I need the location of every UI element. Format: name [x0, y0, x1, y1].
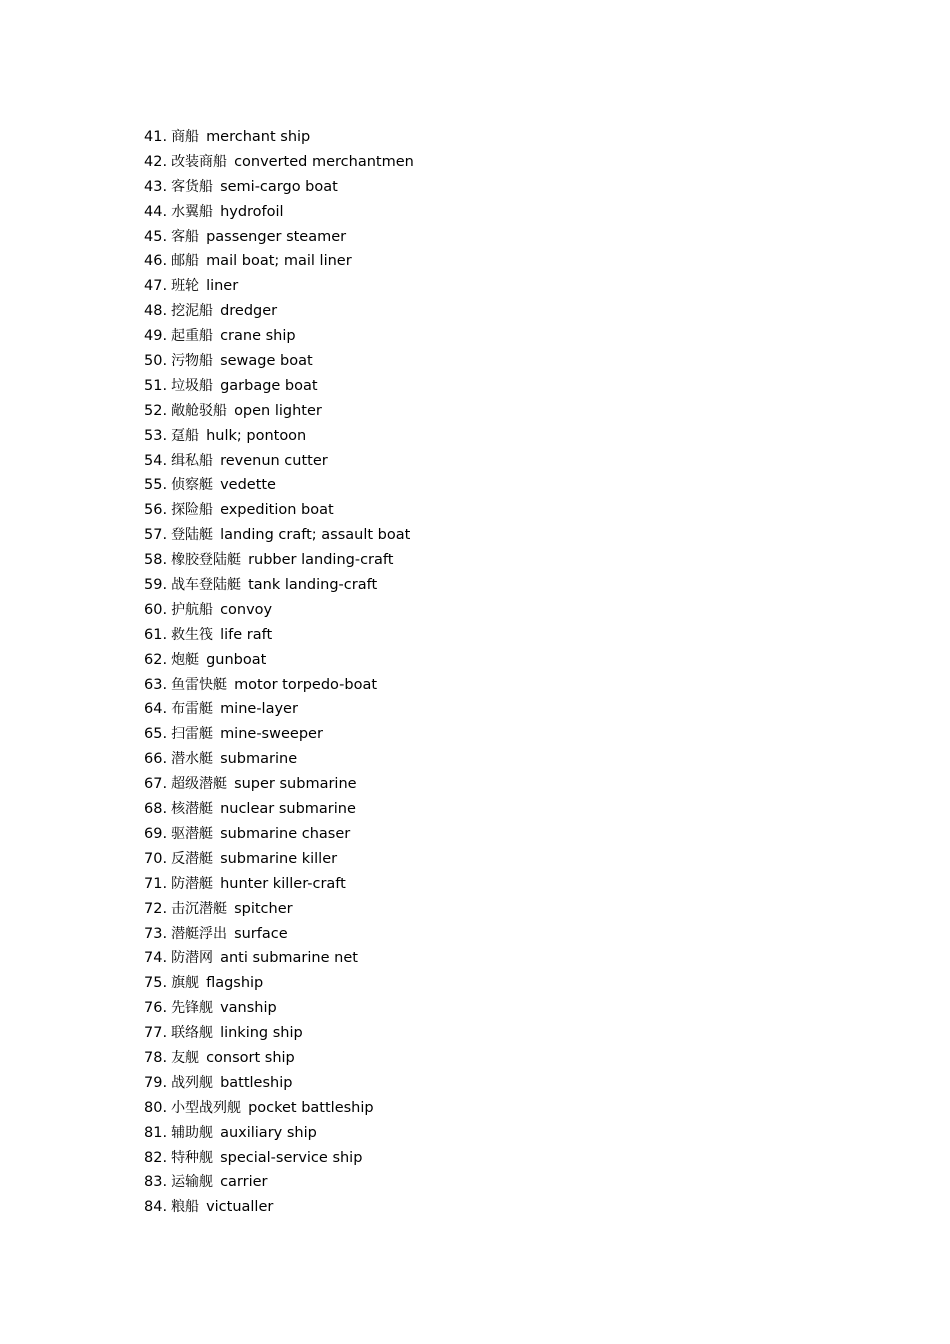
entry-number: 58. — [144, 552, 168, 569]
entry-chinese-term: 战车登陆艇 — [171, 577, 242, 594]
entry-chinese-term: 救生筏 — [171, 626, 214, 643]
list-item — [144, 175, 414, 200]
entry-chinese-term: 护航船 — [171, 601, 214, 618]
entry-english-term: spitcher — [234, 900, 293, 917]
entry-english-term: hulk; pontoon — [206, 427, 307, 444]
entry-english-term: vanship — [220, 1000, 277, 1017]
entry-number: 61. — [144, 626, 168, 643]
entry-english-term: semi-cargo boat — [220, 178, 338, 195]
entry-english-term: sewage boat — [220, 353, 313, 370]
entry-english-term: submarine — [220, 751, 298, 768]
list-item — [144, 249, 414, 274]
entry-number: 42. — [144, 153, 168, 170]
entry-english-term: merchant ship — [206, 129, 311, 145]
entry-number: 72. — [144, 900, 168, 917]
entry-number: 80. — [144, 1099, 168, 1116]
list-item — [144, 449, 414, 474]
entry-chinese-term: 辅助舰 — [171, 1124, 214, 1141]
entry-number: 83. — [144, 1174, 168, 1191]
entry-chinese-term: 战列舰 — [171, 1074, 214, 1091]
list-item — [144, 324, 414, 349]
entry-chinese-term: 核潜艇 — [171, 801, 214, 818]
list-item — [144, 1096, 414, 1121]
entry-english-term: tank landing-craft — [248, 577, 378, 594]
entry-number: 75. — [144, 975, 168, 992]
list-item — [144, 399, 414, 424]
entry-english-term: revenun cutter — [220, 452, 328, 469]
list-item — [144, 697, 414, 722]
entry-number: 69. — [144, 825, 168, 842]
list-item — [144, 299, 414, 324]
entry-chinese-term: 友舰 — [171, 1049, 200, 1066]
entry-chinese-term: 鱼雷快艇 — [171, 676, 228, 693]
entry-chinese-term: 趸船 — [171, 427, 200, 444]
entry-number: 73. — [144, 925, 168, 942]
list-item — [144, 598, 414, 623]
entry-english-term: expedition boat — [220, 502, 334, 519]
entry-chinese-term: 联络舰 — [171, 1025, 214, 1042]
list-item — [144, 200, 414, 225]
entry-chinese-term: 侦察艇 — [171, 477, 214, 494]
entry-chinese-term: 登陆艇 — [171, 527, 214, 544]
entry-chinese-term: 挖泥船 — [171, 303, 214, 320]
entry-chinese-term: 潜艇浮出 — [171, 925, 228, 942]
list-item — [144, 274, 414, 299]
entry-chinese-term: 炮艇 — [171, 651, 200, 668]
entry-number: 47. — [144, 278, 168, 295]
entry-number: 65. — [144, 726, 168, 743]
list-item — [144, 125, 414, 150]
entry-english-term: garbage boat — [220, 377, 318, 394]
list-item — [144, 747, 414, 772]
list-item — [144, 523, 414, 548]
entry-number: 74. — [144, 950, 168, 967]
entry-number: 67. — [144, 776, 168, 793]
entry-chinese-term: 潜水艇 — [171, 751, 214, 768]
entry-english-term: gunboat — [206, 651, 267, 668]
entry-english-term: hunter killer-craft — [220, 875, 346, 892]
entry-number: 76. — [144, 1000, 168, 1017]
entry-english-term: surface — [234, 925, 288, 942]
entry-number: 51. — [144, 377, 168, 394]
entry-english-term: motor torpedo-boat — [234, 676, 378, 693]
entry-number: 57. — [144, 527, 168, 544]
list-item — [144, 673, 414, 698]
entry-english-term: linking ship — [220, 1025, 303, 1042]
list-item — [144, 548, 414, 573]
entry-english-term: flagship — [206, 975, 264, 992]
list-item — [144, 498, 414, 523]
list-item — [144, 473, 414, 498]
entry-chinese-term: 敞舱驳船 — [171, 402, 228, 419]
entry-english-term: battleship — [220, 1074, 293, 1091]
list-item — [144, 1021, 414, 1046]
entry-number: 82. — [144, 1149, 168, 1166]
entry-number: 63. — [144, 676, 168, 693]
list-item — [144, 797, 414, 822]
list-item — [144, 1071, 414, 1096]
entry-english-term: liner — [206, 278, 239, 295]
entry-english-term: special-service ship — [220, 1149, 363, 1166]
list-item — [144, 847, 414, 872]
list-item — [144, 225, 414, 250]
entry-number: 55. — [144, 477, 168, 494]
entry-chinese-term: 缉私船 — [171, 452, 214, 469]
entry-english-term: passenger steamer — [206, 228, 347, 245]
list-item — [144, 822, 414, 847]
entry-english-term: anti submarine net — [220, 950, 358, 967]
entry-english-term: mine-sweeper — [220, 726, 323, 743]
entry-chinese-term: 客船 — [171, 228, 200, 245]
entry-chinese-term: 超级潜艇 — [171, 776, 228, 793]
entry-chinese-term: 小型战列舰 — [171, 1099, 242, 1116]
list-item — [144, 374, 414, 399]
entry-english-term: open lighter — [234, 402, 322, 419]
entry-number: 54. — [144, 452, 168, 469]
entry-chinese-term: 客货船 — [171, 178, 214, 195]
entry-chinese-term: 水翼船 — [171, 203, 214, 220]
entry-chinese-term: 垃圾船 — [171, 377, 214, 394]
list-item — [144, 1195, 414, 1220]
list-item — [144, 772, 414, 797]
list-item — [144, 1046, 414, 1071]
entry-english-term: submarine killer — [220, 850, 338, 867]
list-item — [144, 349, 414, 374]
entry-english-term: submarine chaser — [220, 825, 351, 842]
entry-english-term: carrier — [220, 1174, 268, 1191]
entry-english-term: hydrofoil — [220, 203, 284, 220]
entry-english-term: victualler — [206, 1199, 274, 1216]
entry-number: 56. — [144, 502, 168, 519]
entry-english-term: life raft — [220, 626, 273, 643]
entry-chinese-term: 起重船 — [171, 328, 214, 345]
list-item — [144, 1170, 414, 1195]
entry-english-term: mine-layer — [220, 701, 298, 718]
entry-chinese-term: 防潜艇 — [171, 875, 214, 892]
entry-english-term: dredger — [220, 303, 278, 320]
entry-number: 41. — [144, 129, 168, 145]
entry-chinese-term: 探险船 — [171, 502, 214, 519]
entry-number: 77. — [144, 1025, 168, 1042]
entry-english-term: converted merchantmen — [234, 153, 414, 170]
entry-number: 46. — [144, 253, 168, 270]
entry-number: 62. — [144, 651, 168, 668]
entry-chinese-term: 反潜艇 — [171, 850, 214, 867]
list-item — [144, 922, 414, 947]
entry-chinese-term: 班轮 — [171, 278, 200, 295]
entry-chinese-term: 运输舰 — [171, 1174, 214, 1191]
entry-english-term: mail boat; mail liner — [206, 253, 352, 270]
list-item — [144, 424, 414, 449]
entry-chinese-term: 邮船 — [171, 253, 200, 270]
entry-number: 84. — [144, 1199, 168, 1216]
entry-english-term: vedette — [220, 477, 276, 494]
entry-english-term: consort ship — [206, 1049, 295, 1066]
list-item — [144, 722, 414, 747]
entry-number: 44. — [144, 203, 168, 220]
entry-number: 43. — [144, 178, 168, 195]
entry-chinese-term: 击沉潜艇 — [171, 900, 228, 917]
glossary-list — [144, 125, 414, 1220]
entry-chinese-term: 污物船 — [171, 353, 214, 370]
list-item — [144, 996, 414, 1021]
entry-chinese-term: 橡胶登陆艇 — [171, 552, 242, 569]
list-item — [144, 150, 414, 175]
entry-english-term: convoy — [220, 601, 273, 618]
entry-chinese-term: 粮船 — [171, 1199, 200, 1216]
entry-number: 79. — [144, 1074, 168, 1091]
list-item — [144, 573, 414, 598]
entry-english-term: auxiliary ship — [220, 1124, 317, 1141]
entry-chinese-term: 扫雷艇 — [171, 726, 214, 743]
list-item — [144, 648, 414, 673]
entry-number: 49. — [144, 328, 168, 345]
entry-number: 70. — [144, 850, 168, 867]
entry-number: 59. — [144, 577, 168, 594]
entry-chinese-term: 驱潜艇 — [171, 825, 214, 842]
entry-chinese-term: 先锋舰 — [171, 1000, 214, 1017]
entry-chinese-term: 布雷艇 — [171, 701, 214, 718]
entry-chinese-term: 特种舰 — [171, 1149, 214, 1166]
entry-english-term: nuclear submarine — [220, 801, 356, 818]
entry-number: 52. — [144, 402, 168, 419]
entry-number: 50. — [144, 353, 168, 370]
entry-english-term: rubber landing-craft — [248, 552, 394, 569]
list-item — [144, 623, 414, 648]
entry-chinese-term: 旗舰 — [171, 975, 200, 992]
list-item — [144, 897, 414, 922]
entry-number: 53. — [144, 427, 168, 444]
entry-number: 66. — [144, 751, 168, 768]
entry-chinese-term: 商船 — [171, 129, 200, 145]
entry-number: 78. — [144, 1049, 168, 1066]
list-item — [144, 872, 414, 897]
entry-number: 48. — [144, 303, 168, 320]
entry-number: 64. — [144, 701, 168, 718]
list-item — [144, 1121, 414, 1146]
entry-number: 81. — [144, 1124, 168, 1141]
entry-chinese-term: 防潜网 — [171, 950, 214, 967]
list-item — [144, 946, 414, 971]
list-item — [144, 1146, 414, 1171]
entry-english-term: super submarine — [234, 776, 357, 793]
list-item — [144, 971, 414, 996]
entry-english-term: pocket battleship — [248, 1099, 374, 1116]
entry-number: 71. — [144, 875, 168, 892]
entry-chinese-term: 改装商船 — [171, 153, 228, 170]
entry-number: 45. — [144, 228, 168, 245]
entry-number: 68. — [144, 801, 168, 818]
entry-number: 60. — [144, 601, 168, 618]
entry-english-term: landing craft; assault boat — [220, 527, 411, 544]
entry-english-term: crane ship — [220, 328, 296, 345]
